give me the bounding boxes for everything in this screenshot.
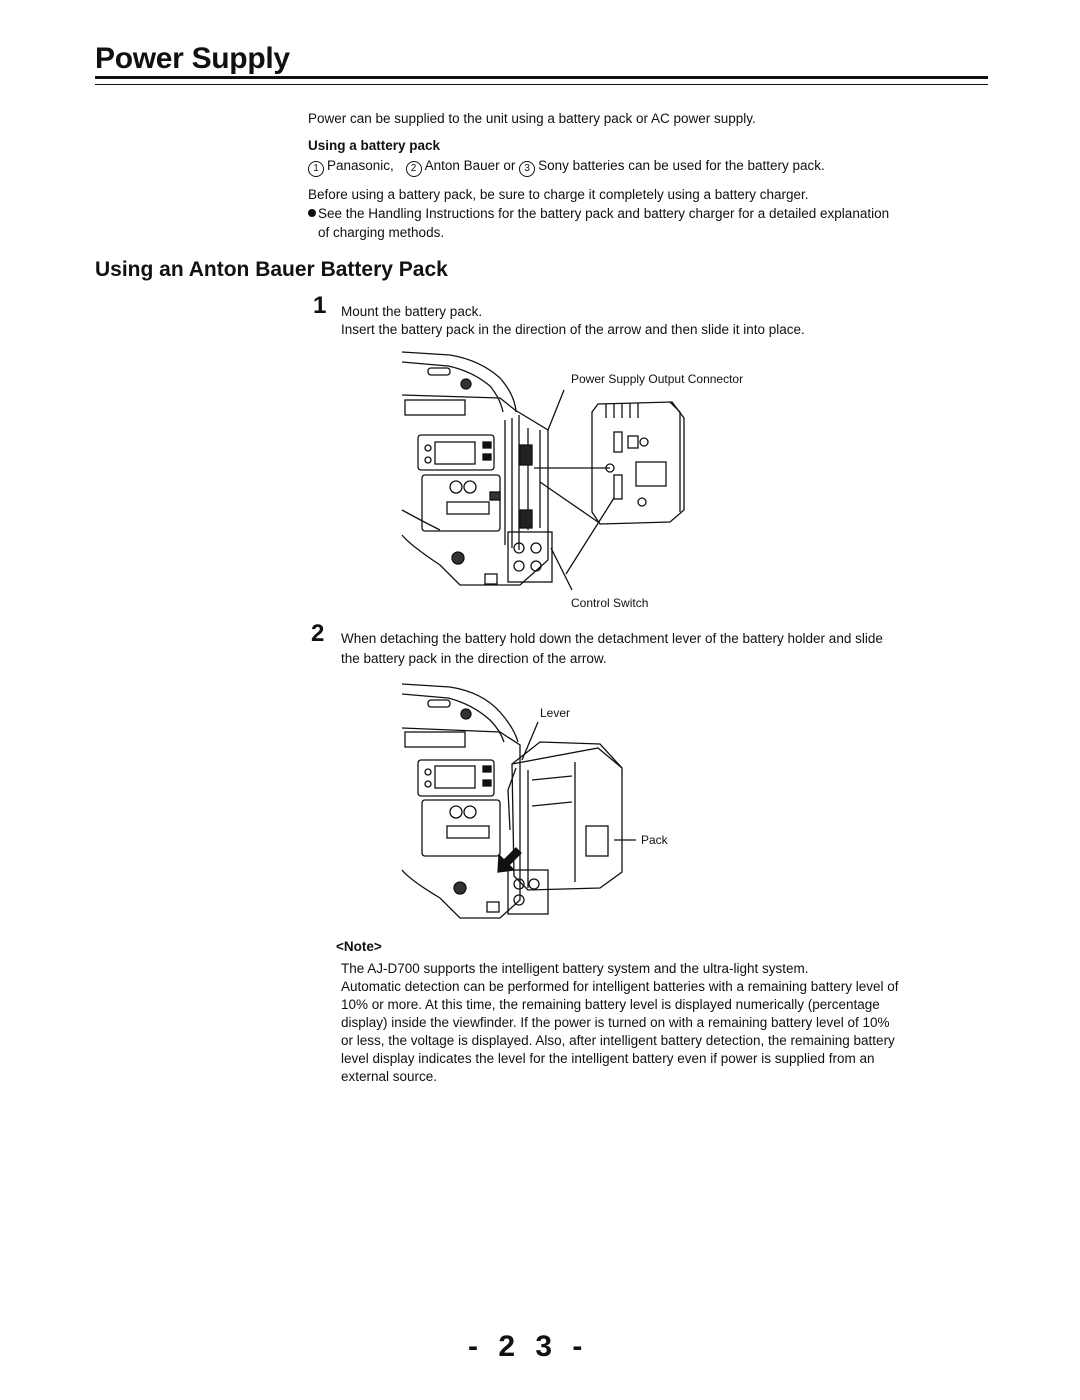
note-line: or less, the voltage is displayed. Also, after intelligent battery detection, the remaining battery <box>341 1033 895 1048</box>
step-2-line-1: When detaching the battery hold down the detachment lever of the battery holder and slide <box>341 631 883 646</box>
section-title: Using an Anton Bauer Battery Pack <box>95 258 448 281</box>
number-2-icon: 2 <box>406 161 422 177</box>
figure-1-label-connector: Power Supply Output Connector <box>571 372 744 386</box>
battery-heading: Using a battery pack <box>308 138 441 153</box>
note-line: 10% or more. At this time, the remaining battery level is displayed numerically (percentage <box>341 997 880 1012</box>
page-title: Power Supply <box>95 42 290 75</box>
figure-2-label-lever: Lever <box>540 706 571 720</box>
note-line: external source. <box>341 1069 438 1084</box>
figure-2-label-pack: Pack <box>641 833 668 847</box>
charge-text: Before using a battery pack, be sure to charge it completely using a battery charger. <box>308 187 809 202</box>
page-number: - 2 3 - <box>468 1330 589 1363</box>
note-line: level display indicates the level for the intelligent battery even if power is supplied from an <box>341 1051 875 1066</box>
note-line: The AJ-D700 supports the intelligent battery system and the ultra-light system. <box>341 961 809 976</box>
handling-line-1: See the Handling Instructions for the battery pack and battery charger for a detailed explanation <box>308 205 889 223</box>
step-2-line-2: the battery pack in the direction of the arrow. <box>341 651 607 666</box>
note-body <box>341 960 987 1086</box>
intro-text: Power can be supplied to the unit using a battery pack or AC power supply. <box>308 111 756 126</box>
note-heading: <Note> <box>336 939 382 954</box>
step-1-desc: Insert the battery pack in the direction of the arrow and then slide it into place. <box>341 322 805 337</box>
number-3-icon: 3 <box>519 161 535 177</box>
handling-line-2: of charging methods. <box>318 225 445 240</box>
battery-options: 1 Panasonic, 2 Anton Bauer or 3 Sony batteries can be used for the battery pack. <box>308 157 825 177</box>
step-1-title: Mount the battery pack. <box>341 304 483 319</box>
step-1-number: 1 <box>313 292 327 319</box>
step-2-number: 2 <box>311 620 325 647</box>
note-line: Automatic detection can be performed for intelligent batteries with a remaining battery level of <box>341 979 899 994</box>
number-1-icon: 1 <box>308 161 324 177</box>
figure-1-label-switch: Control Switch <box>571 596 649 610</box>
note-line: display) inside the viewfinder. If the power is turned on with a remaining battery level of 10% <box>341 1015 890 1030</box>
